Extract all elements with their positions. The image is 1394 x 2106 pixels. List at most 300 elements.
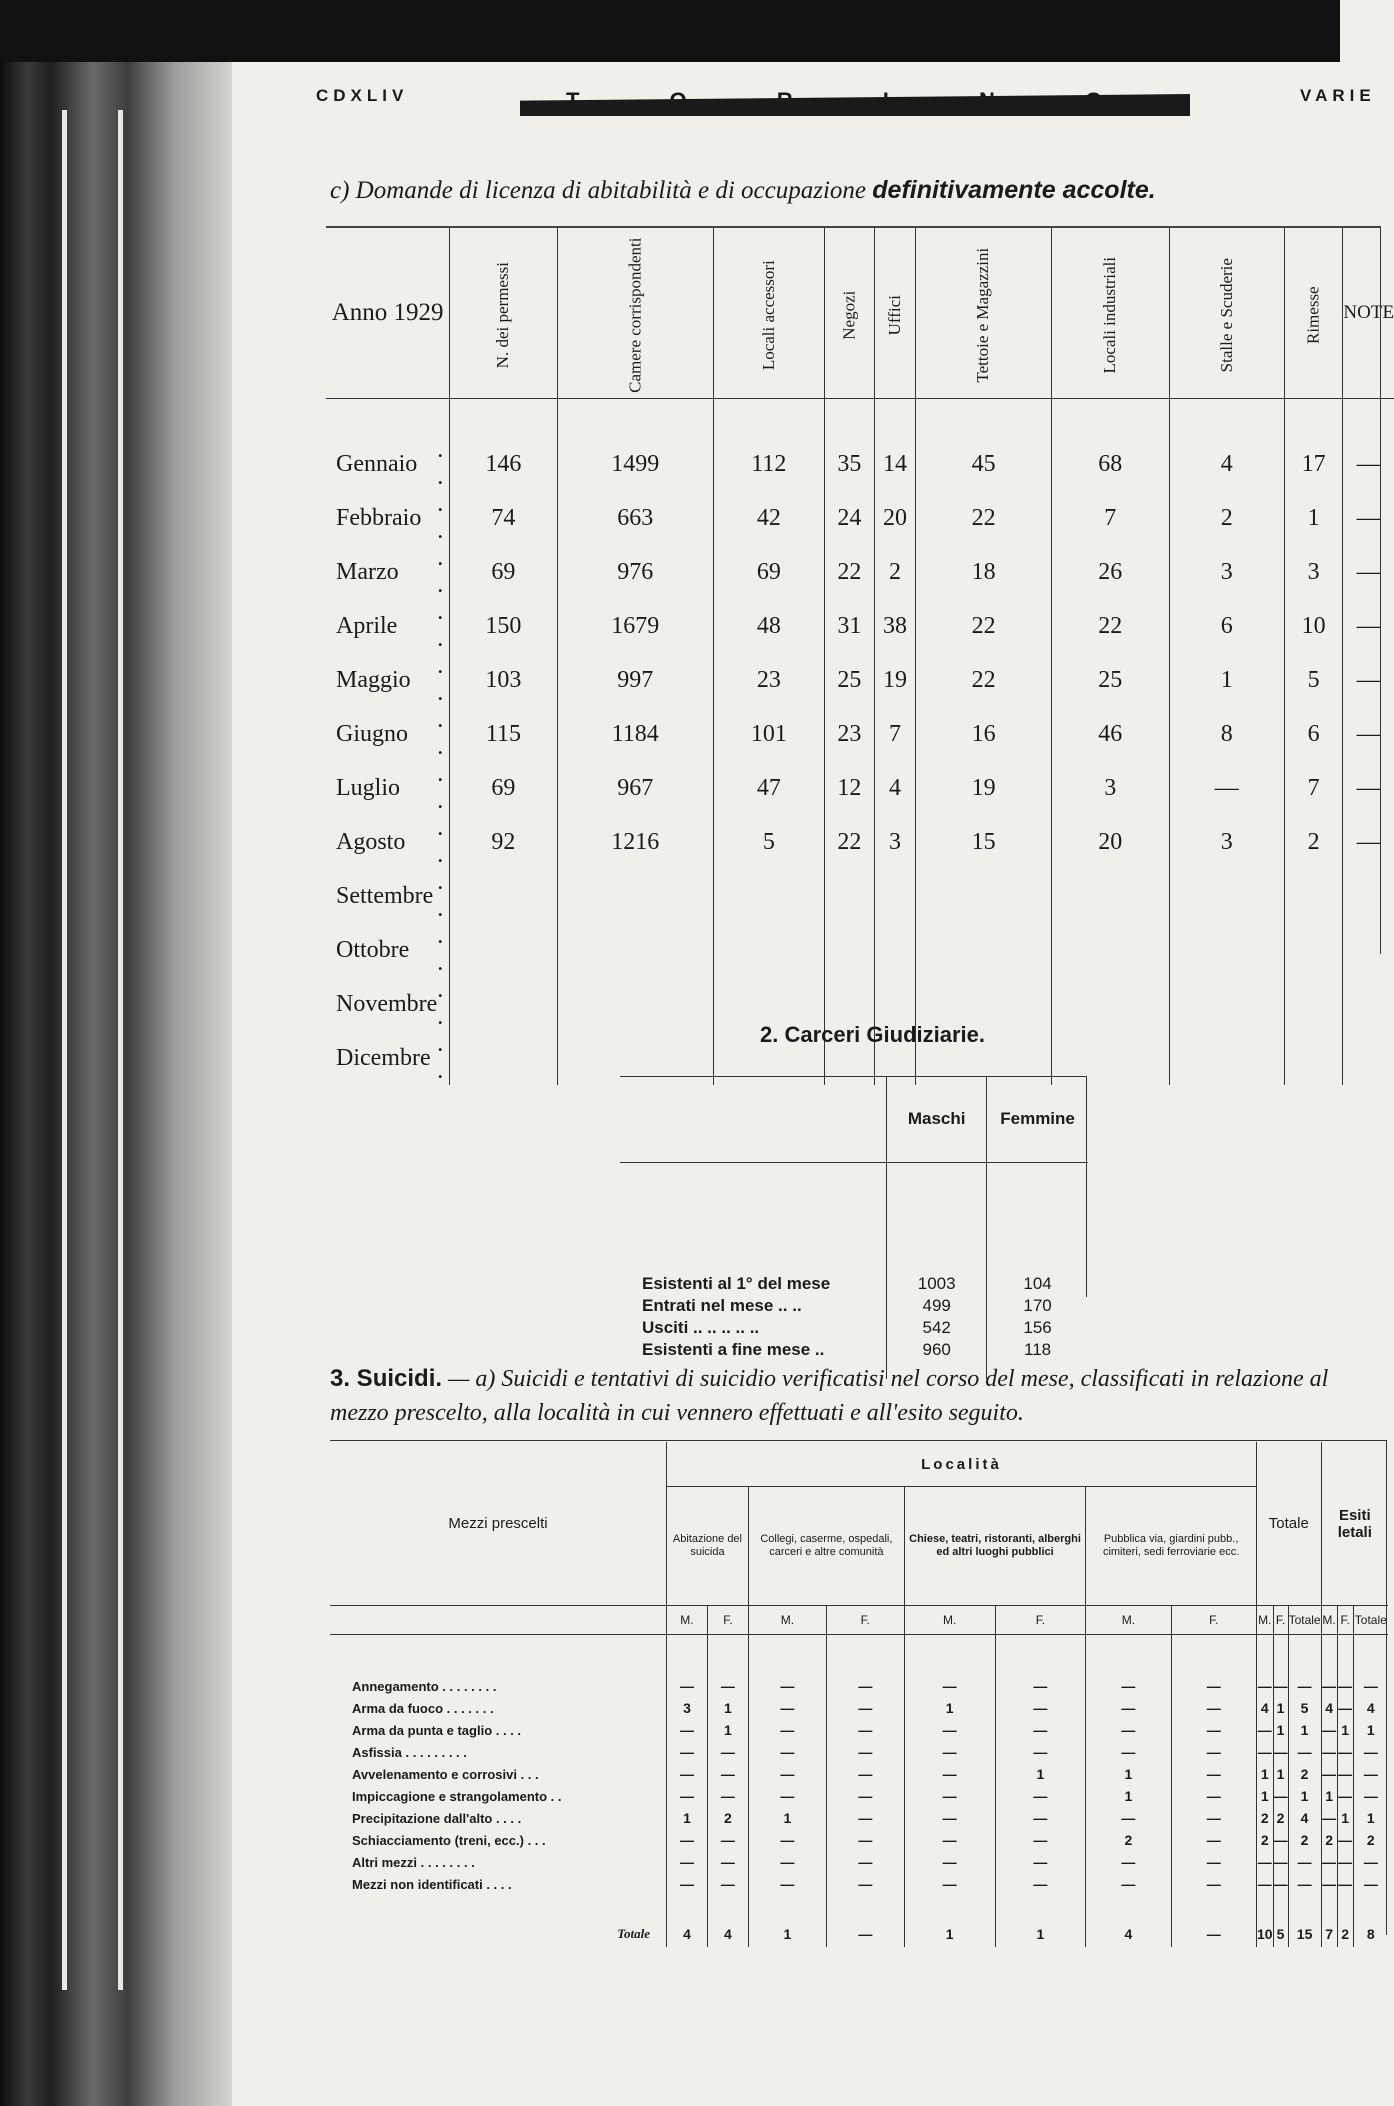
value-cell [874,923,915,977]
value-cell: — [1343,761,1394,815]
table-row [326,653,1394,707]
value-cell: 25 [1051,653,1169,707]
row-label: Esistenti al 1° del mese [642,1274,831,1293]
mf-header: M. [1256,1606,1273,1635]
suicidi-intro [330,1362,1390,1430]
table-row [330,1785,1388,1807]
table-row [620,1163,1088,1296]
header-text: Tettoie e Magazzini [973,247,993,383]
value-cell: — [1273,1851,1288,1873]
month-label: Gennaio [336,450,418,477]
header-stables [1169,228,1284,399]
month-label: Aprile [336,612,398,639]
value-cell: 1 [707,1697,748,1719]
value-cell: — [904,1741,995,1763]
value-cell [824,869,874,923]
value-cell: — [1337,1829,1353,1851]
value-cell: 26 [1051,545,1169,599]
value-cell: — [748,1851,826,1873]
means-label: Schiacciamento (treni, ecc.) . . . [352,1832,546,1848]
page-number: CDXLIV [316,86,409,105]
mf-header: M. [1321,1606,1337,1635]
value-cell: 2 [1169,491,1284,545]
table-caption [330,176,1390,205]
table-row [620,1295,1088,1317]
leader-dots: . . [437,761,450,814]
value-cell: 1 [1169,653,1284,707]
value-cell: 15 [916,815,1052,869]
value-cell: — [1288,1873,1321,1895]
value-cell: 150 [450,599,557,653]
value-cell: — [1086,1851,1171,1873]
header-industrial [1051,228,1169,399]
value-cell: — [826,1873,904,1895]
caption-italic: c) Domande di licenza di abitabilità e di occupazione [330,177,867,204]
males-value: 1003 [887,1163,987,1296]
value-cell: 12 [824,761,874,815]
header-row [330,1442,1388,1487]
header-lethal: Esiti letali [1321,1442,1388,1606]
value-cell: — [995,1635,1086,1698]
value-cell: — [904,1851,995,1873]
value-cell: — [667,1829,708,1851]
table-row [326,815,1394,869]
section-text: — a) Suicidi e tentativi di suicidio verificatisi nel corso del mese, classificati in relazione al mezzo prescelto, alla località in cui vennero effettuati e all'esito seguito. [330,1366,1329,1426]
leader-dots: . . [437,869,450,922]
value-cell: 4 [1321,1697,1337,1719]
mf-header: F. [707,1606,748,1635]
value-cell: — [1273,1741,1288,1763]
value-cell: — [1321,1807,1337,1829]
value-cell: — [995,1697,1086,1719]
value-cell: 1 [1256,1763,1273,1785]
value-cell: — [1086,1873,1171,1895]
value-cell: 22 [1051,599,1169,653]
header-loc-home: Abitazione del suicida [667,1487,749,1606]
value-cell: 69 [450,761,557,815]
value-cell: 663 [557,491,713,545]
total-cell: 15 [1288,1895,1321,1947]
mf-header: F. [1337,1606,1353,1635]
value-cell [1169,1031,1284,1085]
value-cell: — [995,1829,1086,1851]
table-row [330,1719,1388,1741]
value-cell: — [995,1807,1086,1829]
value-cell: — [1353,1873,1388,1895]
month-label: Giugno [336,720,408,747]
value-cell: 5 [1284,653,1343,707]
value-cell: 1 [667,1807,708,1829]
value-cell: — [826,1697,904,1719]
value-cell: 1 [1086,1763,1171,1785]
value-cell: — [826,1763,904,1785]
header-accessory [713,228,824,399]
leader-dots: . . [437,491,450,544]
value-cell: — [995,1851,1086,1873]
value-cell: — [1288,1851,1321,1873]
header-text: Negozi [839,290,859,340]
value-cell: — [1353,1741,1388,1763]
value-cell: — [1171,1829,1256,1851]
value-cell: — [1171,1697,1256,1719]
value-cell: — [826,1719,904,1741]
females-value: 104 [987,1163,1088,1296]
value-cell: 1679 [557,599,713,653]
value-cell: — [667,1763,708,1785]
value-cell: — [1171,1635,1256,1698]
value-cell: — [667,1873,708,1895]
value-cell: — [1086,1741,1171,1763]
value-cell: — [1086,1807,1171,1829]
males-value: 542 [887,1317,987,1339]
value-cell: — [1273,1829,1288,1851]
table-row [330,1829,1388,1851]
value-cell [450,1031,557,1085]
value-cell: 1 [1337,1807,1353,1829]
mf-header-row [330,1606,1388,1635]
value-cell [557,923,713,977]
value-cell: 23 [713,653,824,707]
value-cell: 1184 [557,707,713,761]
value-cell: 5 [713,815,824,869]
value-cell: 112 [713,399,824,492]
value-cell: 14 [874,399,915,492]
total-cell: 2 [1337,1895,1353,1947]
value-cell: — [995,1873,1086,1895]
header-text: Rimesse [1303,285,1323,344]
value-cell [450,869,557,923]
header-text: N. dei permessi [493,261,513,368]
mf-header: M. [1086,1606,1171,1635]
leader-dots: . . [437,977,450,1030]
value-cell: — [667,1741,708,1763]
header-males: Maschi [887,1076,987,1163]
value-cell: 1 [1273,1719,1288,1741]
value-cell: — [1169,761,1284,815]
total-cell: 7 [1321,1895,1337,1947]
table-row [330,1697,1388,1719]
section-label: VARIE [1300,86,1376,105]
total-cell: 1 [904,1895,995,1947]
table-row [326,761,1394,815]
means-label: Precipitazione dall'alto . . . . [352,1810,522,1826]
value-cell: — [1343,491,1394,545]
value-cell: 101 [713,707,824,761]
value-cell: — [1337,1873,1353,1895]
header-loc-institutions: Collegi, caserme, ospedali, carceri e altre comunità [748,1487,904,1606]
month-label: Maggio [336,666,411,693]
mf-header: M. [748,1606,826,1635]
value-cell: 22 [824,815,874,869]
mf-header: F. [1171,1606,1256,1635]
carceri-title: 2. Carceri Giudiziarie. [760,1022,985,1047]
value-cell: 20 [1051,815,1169,869]
value-cell: — [667,1719,708,1741]
value-cell: 22 [916,491,1052,545]
leader-dots: . . [437,1031,450,1084]
value-cell: 4 [1353,1697,1388,1719]
value-cell: 1 [1284,491,1343,545]
total-row [330,1895,1388,1947]
value-cell: — [1171,1851,1256,1873]
header-blank [330,1606,667,1635]
value-cell: 2 [1353,1829,1388,1851]
mf-header: Totale [1288,1606,1321,1635]
section-number: 3. Suicidi. [330,1365,443,1392]
mf-header: F. [995,1606,1086,1635]
table-row [326,707,1394,761]
header-permits [450,228,557,399]
total-cell: — [826,1895,904,1947]
header-text: Camere corrispondenti [624,237,644,393]
females-value: 118 [987,1339,1088,1379]
value-cell: — [1086,1719,1171,1741]
value-cell: 2 [1288,1763,1321,1785]
spine-edge-line [118,110,123,1990]
value-cell: — [1337,1763,1353,1785]
value-cell: 5 [1288,1697,1321,1719]
females-value: 156 [987,1317,1088,1339]
means-label: Impiccagione e strangolamento . . [352,1788,562,1804]
value-cell: 18 [916,545,1052,599]
value-cell: — [1321,1851,1337,1873]
value-cell: — [1353,1851,1388,1873]
value-cell: — [1343,545,1394,599]
value-cell: 74 [450,491,557,545]
means-label: Arma da punta e taglio . . . . [352,1722,522,1738]
total-cell: 1 [748,1895,826,1947]
value-cell: — [1337,1635,1353,1698]
total-cell: 5 [1273,1895,1288,1947]
value-cell: — [826,1785,904,1807]
value-cell: 10 [1284,599,1343,653]
value-cell: 1 [1273,1697,1288,1719]
value-cell: — [1321,1719,1337,1741]
value-cell: 48 [713,599,824,653]
mf-header: F. [1273,1606,1288,1635]
value-cell: — [707,1635,748,1698]
males-value: 499 [887,1295,987,1317]
value-cell [713,923,824,977]
value-cell: — [1343,707,1394,761]
value-cell: 1499 [557,399,713,492]
value-cell: — [904,1807,995,1829]
month-label: Ottobre [336,936,410,963]
value-cell: — [1171,1741,1256,1763]
value-cell: 967 [557,761,713,815]
caption-bold: definitivamente accolte. [872,176,1156,204]
leader-dots: . . [437,437,450,490]
value-cell: 3 [874,815,915,869]
value-cell: 19 [874,653,915,707]
value-cell: — [667,1851,708,1873]
table-row [620,1317,1088,1339]
value-cell: 1 [748,1807,826,1829]
value-cell: 23 [824,707,874,761]
value-cell: — [1171,1807,1256,1829]
value-cell: — [1321,1635,1337,1698]
value-cell: — [995,1785,1086,1807]
value-cell [1051,869,1169,923]
total-cell: 4 [667,1895,708,1947]
value-cell: — [1256,1635,1273,1698]
table-row [326,599,1394,653]
value-cell: 22 [916,653,1052,707]
value-cell: 3 [667,1697,708,1719]
value-cell: — [1337,1741,1353,1763]
value-cell [1284,977,1343,1031]
value-cell [450,923,557,977]
value-cell: — [1343,399,1394,492]
value-cell [1169,977,1284,1031]
total-cell: 8 [1353,1895,1388,1947]
value-cell [557,869,713,923]
scan-corner [1340,0,1394,30]
value-cell: — [1353,1763,1388,1785]
value-cell: — [1256,1719,1273,1741]
value-cell: — [826,1807,904,1829]
value-cell: 69 [713,545,824,599]
value-cell: 1 [1337,1719,1353,1741]
leader-dots: . . [437,599,450,652]
month-label: Dicembre [336,1044,431,1071]
table-row [326,923,1394,977]
value-cell: — [1321,1873,1337,1895]
total-cell: 4 [1086,1895,1171,1947]
means-label: Avvelenamento e corrosivi . . . [352,1766,539,1782]
value-cell [1284,1031,1343,1085]
mf-header: Totale [1353,1606,1388,1635]
leader-dots: . . [437,815,450,868]
header-loc-public: Chiese, teatri, ristoranti, alberghi ed altri luoghi pubblici [904,1487,1085,1606]
value-cell: — [707,1785,748,1807]
value-cell: 1 [1256,1785,1273,1807]
header-rooms [557,228,713,399]
means-label: Annegamento . . . . . . . . [352,1678,497,1694]
building-permits-table [326,228,1394,1085]
value-cell [1343,1031,1394,1085]
value-cell: 2 [1086,1829,1171,1851]
value-cell: 45 [916,399,1052,492]
table-row [330,1851,1388,1873]
value-cell: 1 [707,1719,748,1741]
value-cell: 19 [916,761,1052,815]
value-cell: 4 [874,761,915,815]
value-cell: 7 [1284,761,1343,815]
value-cell: 1 [1321,1785,1337,1807]
table-row [326,869,1394,923]
scan-top-border [0,0,1340,62]
value-cell: 6 [1169,599,1284,653]
value-cell [1284,869,1343,923]
month-label: Febbraio [336,504,422,531]
value-cell: — [1171,1719,1256,1741]
value-cell [713,869,824,923]
value-cell: — [1288,1741,1321,1763]
value-cell: 3 [1169,545,1284,599]
value-cell: — [1256,1851,1273,1873]
header-means: Mezzi prescelti [330,1442,667,1606]
header-offices [874,228,915,399]
leader-dots: . . [437,545,450,598]
total-label: Totale [617,1926,650,1941]
header-shops [824,228,874,399]
mf-header: M. [904,1606,995,1635]
value-cell: 68 [1051,399,1169,492]
males-value: 960 [887,1339,987,1379]
header-text: Locali industriali [1100,256,1120,373]
value-cell: — [1337,1851,1353,1873]
value-cell [1343,869,1394,923]
value-cell: — [1288,1635,1321,1698]
header-row [326,228,1394,399]
leader-dots: . . [437,707,450,760]
value-cell: — [1171,1785,1256,1807]
value-cell: 17 [1284,399,1343,492]
value-cell: — [1337,1785,1353,1807]
prisons-table [620,1076,1088,1379]
value-cell: — [1273,1873,1288,1895]
value-cell: — [904,1719,995,1741]
value-cell: — [1256,1873,1273,1895]
value-cell: — [748,1635,826,1698]
value-cell: — [1343,653,1394,707]
value-cell: — [1171,1763,1256,1785]
value-cell: — [1086,1635,1171,1698]
value-cell: — [1353,1785,1388,1807]
value-cell: 16 [916,707,1052,761]
value-cell: 7 [874,707,915,761]
value-cell: 3 [1284,545,1343,599]
value-cell: — [1343,599,1394,653]
table-row [330,1807,1388,1829]
value-cell: 35 [824,399,874,492]
value-cell: 69 [450,545,557,599]
value-cell: 31 [824,599,874,653]
value-cell [874,869,915,923]
value-cell: 976 [557,545,713,599]
value-cell: — [1343,815,1394,869]
header-loc-street: Pubblica via, giardini pubb., cimiteri, sedi ferroviarie ecc. [1086,1487,1257,1606]
row-label: Esistenti a fine mese .. [642,1340,825,1359]
value-cell: — [1353,1635,1388,1698]
value-cell: — [748,1741,826,1763]
table-row [330,1635,1388,1698]
value-cell: 103 [450,653,557,707]
value-cell: — [707,1763,748,1785]
females-value: 170 [987,1295,1088,1317]
row-label: Usciti .. .. .. .. .. [642,1318,760,1337]
header-row [620,1076,1088,1163]
header-garages [1284,228,1343,399]
mf-header: F. [826,1606,904,1635]
header-sheds [916,228,1052,399]
leader-dots: . . [437,653,450,706]
table-row [330,1763,1388,1785]
means-label: Arma da fuoco . . . . . . . [352,1700,494,1716]
value-cell [1284,923,1343,977]
value-cell: 7 [1051,491,1169,545]
value-cell: — [826,1829,904,1851]
value-cell: 115 [450,707,557,761]
value-cell: 4 [1256,1697,1273,1719]
value-cell: 1 [1288,1785,1321,1807]
value-cell: 42 [713,491,824,545]
value-cell: 2 [1273,1807,1288,1829]
value-cell: 1 [904,1697,995,1719]
value-cell [450,977,557,1031]
value-cell: — [826,1635,904,1698]
